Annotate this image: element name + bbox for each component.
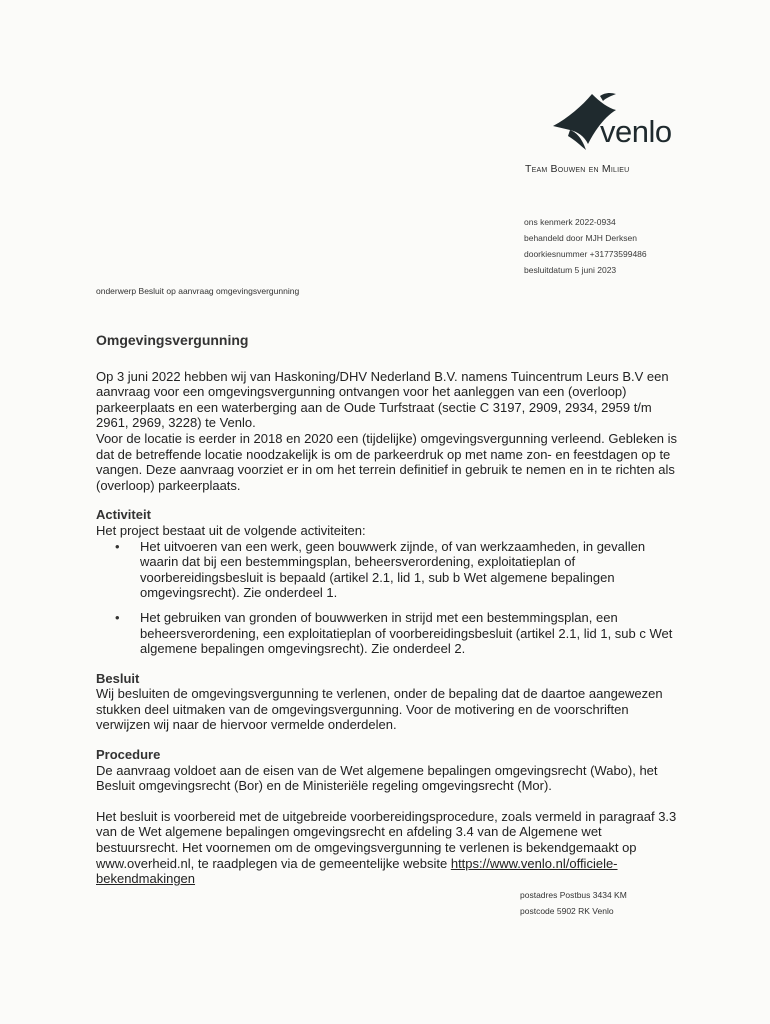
- list-item: • Het gebruiken van gronden of bouwwerken in strijd met een bestemmingsplan, een beheersverordening, een exploitatieplan of voorbereidingsbesluit (artikel 2.1, lid 1, sub c Wet algemene bepalingen omgevingsrecht). Zie onderdeel 2.: [140, 610, 680, 657]
- phone-number: doorkiesnummer +31773599486: [524, 249, 647, 259]
- intro-paragraph: Op 3 juni 2022 hebben wij van Haskoning/DHV Nederland B.V. namens Tuincentrum Leurs B.V een aanvraag voor een omgevingsvergunning ontvangen voor het aanleggen van een (overloop) parkeerplaats en een waterberging aan de Oude Turfstraat (sectie C 3197, 2909, 2934, 2959 t/m 2961, 2969, 3228) te Venlo.: [96, 368, 669, 431]
- besluit-heading: Besluit: [96, 670, 140, 686]
- activiteit-heading: Activiteit: [96, 507, 151, 523]
- postal-code: postcode 5902 RK Venlo: [520, 906, 614, 916]
- department-name: Team Bouwen en Milieu: [525, 163, 630, 175]
- logo-wordmark: venlo: [600, 114, 672, 149]
- reference-number: ons kenmerk 2022-0934: [524, 217, 616, 227]
- page-title: Omgevingsvergunning: [96, 332, 249, 348]
- bekendmakingen-link[interactable]: https://www.venlo.nl/officiele-bekendmakingen: [96, 855, 618, 887]
- subject-line: onderwerp Besluit op aanvraag omgevingsvergunning: [96, 286, 300, 296]
- intro-paragraph-2: Voor de locatie is eerder in 2018 en 2020 een (tijdelijke) omgevingsvergunning verleend. Gebleken is dat de betreffende locatie noodzakelijk is om de parkeerdruk op met name zon- en feestdagen op te vangen. Deze aanvraag voorziet er in om het terrein definitief in gebruik te nemen en in te richten als (overloop) parkeerplaats.: [96, 430, 678, 493]
- reference-block: [524, 214, 647, 278]
- letter-body: [96, 333, 680, 887]
- procedure-paragraph-2: [96, 809, 680, 887]
- handled-by: behandeld door MJH Derksen: [524, 233, 637, 243]
- procedure-text: Het besluit is voorbereid met de uitgebreide voorbereidingsprocedure, zoals vermeld in paragraaf 3.3 van de Wet algemene bepalingen omgevingsrecht en afdeling 3.4 van de Algemene wet bestuursrecht. Het voornemen om de omgevingsvergunning te verlenen is bekendgemaakt op www.overheid.nl, te raadplegen via de gemeentelijke website: [96, 808, 677, 871]
- address-block: [520, 887, 627, 919]
- postal-address: postadres Postbus 3434 KM: [520, 890, 627, 900]
- activiteit-intro: Het project bestaat uit de volgende activiteiten:: [96, 522, 366, 538]
- procedure-heading: Procedure: [96, 747, 161, 763]
- activity-list: [96, 539, 680, 657]
- list-item: • Het uitvoeren van een werk, geen bouwwerk zijnde, of van werkzaamheden, in gevallen waarin dat bij een bestemmingsplan, beheersverordening, exploitatieplan of voorbereidingsbesluit is bepaald (artikel 2.1, lid 1, sub b Wet algemene bepalingen omgevingsrecht). Zie onderdeel 1.: [140, 539, 680, 601]
- procedure-paragraph: De aanvraag voldoet aan de eisen van de Wet algemene bepalingen omgevingsrecht (Wabo), het Besluit omgevingsrecht (Bor) en de Ministeriële regeling omgevingsrecht (Mor).: [96, 762, 658, 794]
- besluit-paragraph: Wij besluiten de omgevingsvergunning te verlenen, onder de bepaling dat de daartoe aangewezen stukken deel uitmaken van de omgevingsvergunning. Voor de motivering en de voorschriften verwijzen wij naar de hiervoor vermelde onderdelen.: [96, 686, 663, 733]
- decision-date: besluitdatum 5 juni 2023: [524, 265, 617, 275]
